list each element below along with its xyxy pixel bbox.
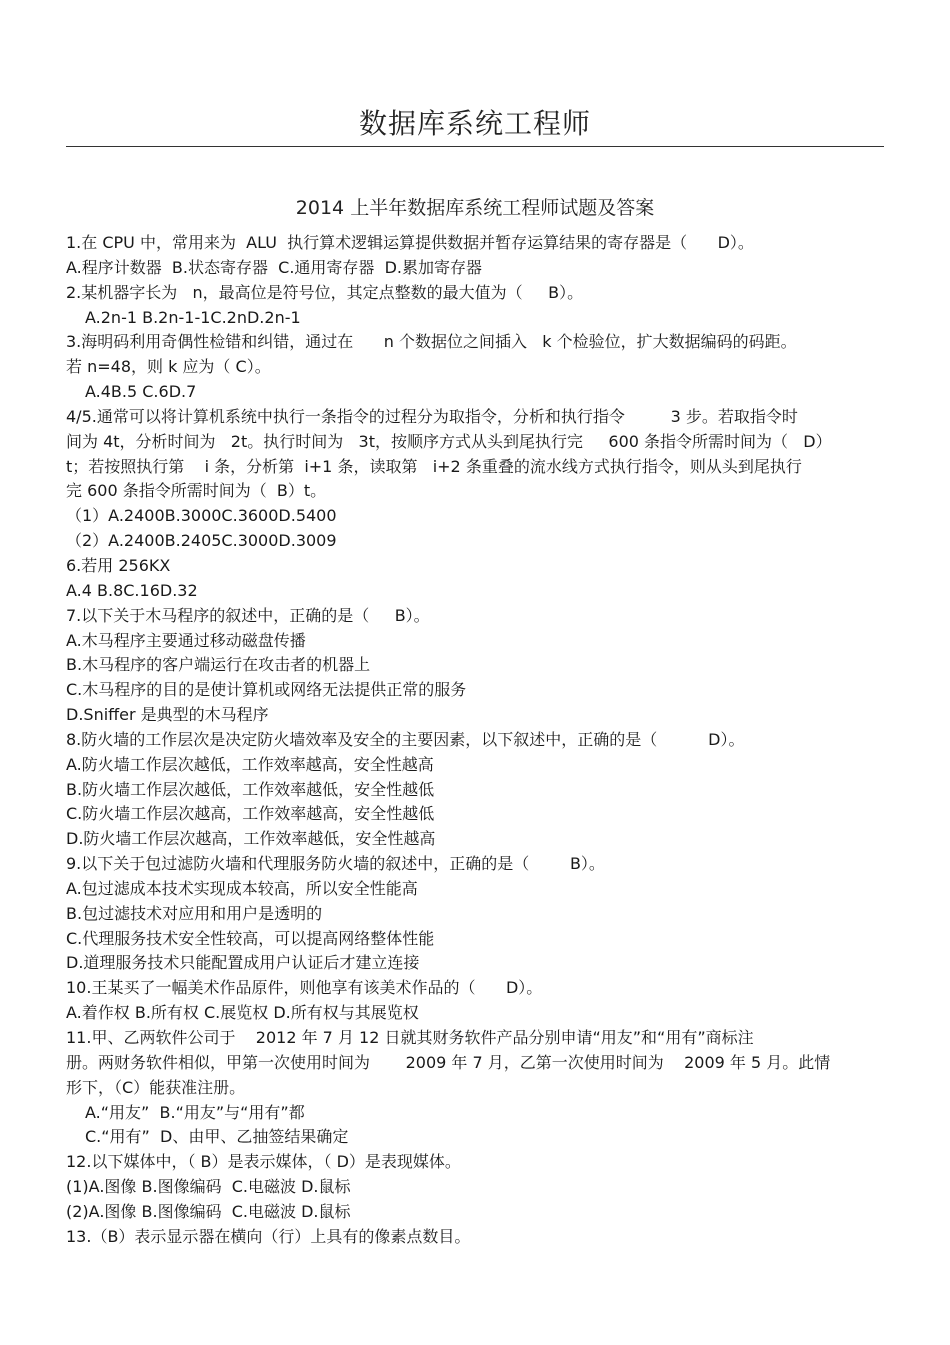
- text-line: 11.甲、乙两软件公司于 2012 年 7 月 12 日就其财务软件产品分别申请“用友”和“用有”商标注: [66, 1028, 754, 1047]
- text-line: 间为 4t，分析时间为 2t。执行时间为 3t，按顺序方式从头到尾执行完 600 条指令所需时间为（ D）: [66, 431, 832, 451]
- text-line: （1）A.2400B.3000C.3600D.5400: [66, 506, 337, 526]
- text-line: 10.王某买了一幅美术作品原件，则他享有该美术作品的（ D）。: [66, 978, 543, 998]
- text-line: A.包过滤成本技术实现成本较高，所以安全性能高: [66, 878, 418, 898]
- text-line: 册。两财务软件相似，甲第一次使用时间为 2009 年 7 月，乙第一次使用时间为 2009 年 5 月。此情: [66, 1052, 831, 1072]
- text-line: D.防火墙工作层次越高，工作效率越低，安全性越高: [66, 829, 436, 849]
- text-line: (1)A.图像 B.图像编码 C.电磁波 D.鼠标: [66, 1177, 351, 1197]
- text-line: C.防火墙工作层次越高，工作效率越高，安全性越低: [66, 804, 435, 824]
- text-line: t；若按照执行第 i 条，分析第 i+1 条，读取第 i+2 条重叠的流水线方式执行指令，则从头到尾执行: [66, 456, 802, 476]
- document-body: [66, 231, 884, 1250]
- text-line: (2)A.图像 B.图像编码 C.电磁波 D.鼠标: [66, 1201, 351, 1221]
- text-line: A.4B.5 C.6D.7: [85, 382, 197, 402]
- text-line: 12.以下媒体中，（ B）是表示媒体，（ D）是表现媒体。: [66, 1152, 461, 1172]
- text-line: 若 n=48，则 k 应为（ C）。: [66, 357, 271, 377]
- text-line: 8.防火墙的工作层次是决定防火墙效率及安全的主要因素，以下叙述中，正确的是（ D）。: [66, 729, 745, 749]
- text-line: A.防火墙工作层次越低，工作效率越高，安全性越高: [66, 754, 434, 774]
- text-line: 7.以下关于木马程序的叙述中，正确的是（ B）。: [66, 605, 430, 625]
- text-line: A.木马程序主要通过移动磁盘传播: [66, 630, 306, 650]
- text-line: C.代理服务技术安全性较高，可以提高网络整体性能: [66, 928, 435, 948]
- text-line: 形下，（C）能获准注册。: [66, 1077, 246, 1097]
- text-line: 2.某机器字长为 n，最高位是符号位，其定点整数的最大值为（ B）。: [66, 282, 584, 302]
- text-line: （2）A.2400B.2405C.3000D.3009: [66, 531, 337, 551]
- text-line: A.程序计数器 B.状态寄存器 C.通用寄存器 D.累加寄存器: [66, 257, 482, 277]
- text-line: 1.在 CPU 中，常用来为 ALU 执行算术逻辑运算提供数据并暂存运算结果的寄存器是（ D）。: [66, 233, 754, 252]
- text-line: 6.若用 256KX: [66, 555, 171, 575]
- text-line: 13.（B）表示显示器在横向（行）上具有的像素点数目。: [66, 1226, 471, 1246]
- document-title: 2014 上半年数据库系统工程师试题及答案: [295, 197, 655, 219]
- text-line: C.木马程序的目的是使计算机或网络无法提供正常的服务: [66, 680, 467, 700]
- text-line: 4/5.通常可以将计算机系统中执行一条指令的过程分为取指令，分析和执行指令 3 步。若取指令时: [66, 406, 798, 426]
- text-line: B.包过滤技术对应用和用户是透明的: [66, 903, 323, 923]
- text-line: A.着作权 B.所有权 C.展览权 D.所有权与其展览权: [66, 1003, 419, 1023]
- text-line: 3.海明码利用奇偶性检错和纠错，通过在 n 个数据位之间插入 k 个检验位，扩大数据编码的码距。: [66, 332, 797, 352]
- text-line: D.道理服务技术只能配置成用户认证后才建立连接: [66, 953, 420, 973]
- text-line: A.2n-1 B.2n-1-1C.2nD.2n-1: [85, 307, 301, 327]
- page-header-title: 数据库系统工程师: [358, 107, 591, 140]
- text-line: A.4 B.8C.16D.32: [66, 580, 198, 600]
- text-line: B.木马程序的客户端运行在攻击者的机器上: [66, 655, 371, 675]
- text-line: A.“用友” B.“用友”与“用有”都: [85, 1102, 305, 1122]
- text-line: C.“用有” D、由甲、乙抽签结果确定: [85, 1127, 349, 1147]
- header-divider: [66, 146, 884, 147]
- text-line: B.防火墙工作层次越低，工作效率越低，安全性越低: [66, 779, 435, 799]
- text-line: D.Sniffer 是典型的木马程序: [66, 705, 269, 725]
- text-line: 完 600 条指令所需时间为（ B）t。: [66, 481, 327, 501]
- text-line: 9.以下关于包过滤防火墙和代理服务防火墙的叙述中，正确的是（ B）。: [66, 854, 605, 874]
